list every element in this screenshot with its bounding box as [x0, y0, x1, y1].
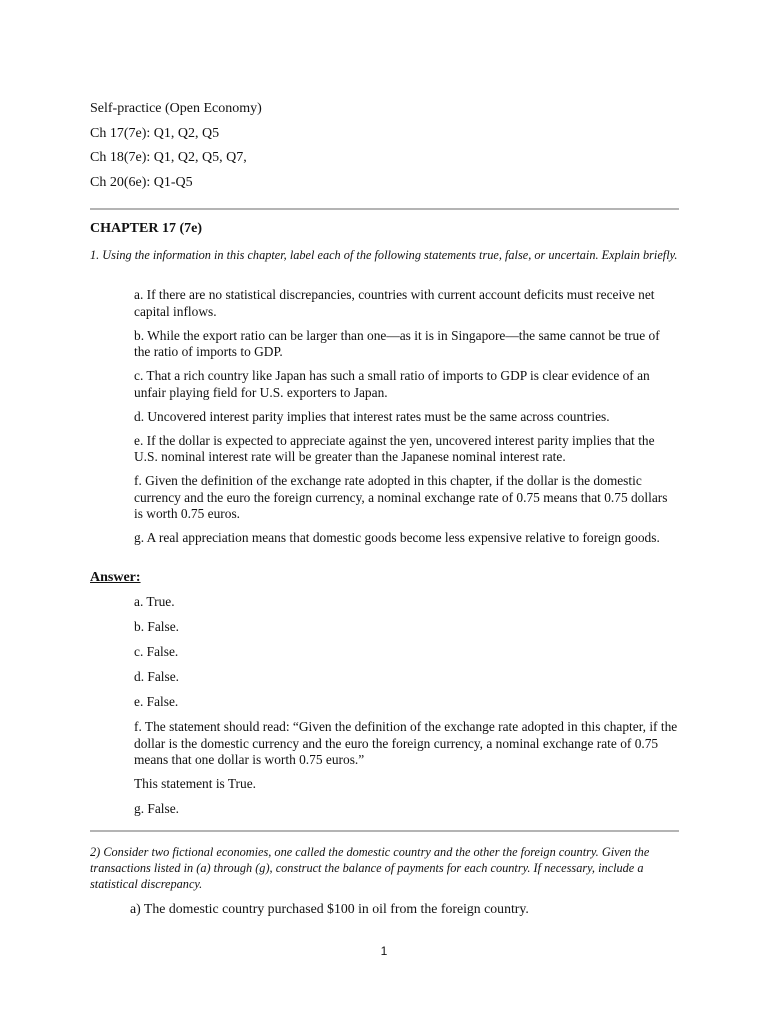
question-2-item-a: a) The domestic country purchased $100 in oil from the foreign country. — [130, 901, 529, 916]
chapter-title: CHAPTER 17 (7e) — [90, 221, 202, 236]
header-line: Self-practice (Open Economy) — [90, 101, 262, 116]
self-practice-header — [90, 100, 262, 198]
question-2-prompt: 2) Consider two fictional economies, one called the domestic country and the other the foreign country. Given the transactions listed in (a) through (g), construct the balance of payments for each country. If necessary, include a statistical discrepancy. — [90, 845, 650, 891]
section-divider — [90, 830, 679, 832]
header-line: Ch 17(7e): Q1, Q2, Q5 — [90, 125, 220, 141]
answer-d: d. False. — [134, 669, 180, 684]
answer-label: Answer: — [90, 570, 141, 585]
statement-list — [134, 287, 679, 554]
page-number: 1 — [380, 944, 388, 958]
statement-f: f. Given the definition of the exchange rate adopted in this chapter, if the dollar is the domestic currency and the euro the foreign currency, a nominal exchange rate of 0.75 means that 0.75 dollars is worth 0.75 euros. — [134, 473, 668, 521]
answer-e: e. False. — [134, 694, 179, 709]
statement-e: e. If the dollar is expected to appreciate against the yen, uncovered interest parity implies that the U.S. nominal interest rate will be greater than the Japanese nominal interest rate. — [134, 432, 655, 464]
header-line: Ch 20(6e): Q1-Q5 — [90, 174, 193, 190]
statement-c: c. That a rich country like Japan has such a small ratio of imports to GDP is clear evidence of an unfair playing field for U.S. exporters to Japan. — [134, 368, 650, 400]
header-line: Ch 18(7e): Q1, Q2, Q5, Q7, — [90, 150, 247, 165]
statement-a: a. If there are no statistical discrepancies, countries with current account deficits must receive net capital inflows. — [134, 287, 655, 319]
statement-g: g. A real appreciation means that domestic goods become less expensive relative to foreign goods. — [134, 530, 660, 545]
answer-b: b. False. — [134, 619, 180, 634]
answer-list — [134, 594, 679, 825]
answer-f-verdict: This statement is True. — [134, 776, 257, 791]
answer-c: c. False. — [134, 644, 179, 659]
statement-b: b. While the export ratio can be larger than one—as it is in Singapore—the same cannot be true of the ratio of imports to GDP. — [134, 327, 660, 359]
question-1-prompt: 1. Using the information in this chapter, label each of the following statements true, false, or uncertain. Explain briefly. — [90, 248, 678, 262]
answer-a: a. True. — [134, 594, 175, 609]
answer-f: f. The statement should read: “Given the definition of the exchange rate adopted in this chapter, if the dollar is the domestic currency and the euro the foreign currency, a nominal exchange rate of 0.75 means that one dollar is worth 0.75 euros.” — [134, 719, 678, 767]
section-divider — [90, 208, 679, 210]
statement-d: d. Uncovered interest parity implies that interest rates must be the same across countries. — [134, 408, 610, 424]
answer-g: g. False. — [134, 801, 180, 816]
